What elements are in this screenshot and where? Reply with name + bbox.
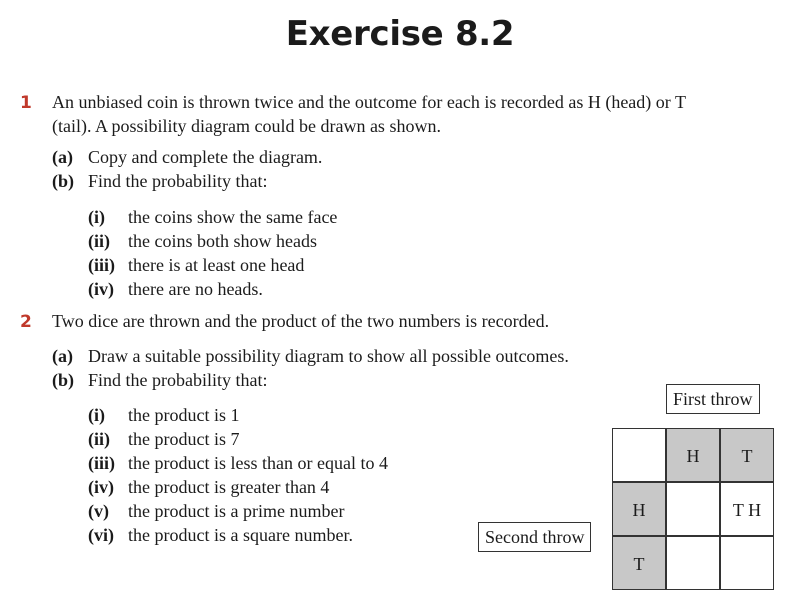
q2-sub-ii-text: the product is 7 xyxy=(128,429,240,449)
q2-sub-v-label: (v) xyxy=(88,501,109,521)
q1-sub-i-text: the coins show the same face xyxy=(128,207,338,227)
diagram-cell-ht xyxy=(666,536,720,590)
q2-sub-i-text: the product is 1 xyxy=(128,405,240,425)
q2-sub-iii-label: (iii) xyxy=(88,453,115,473)
diagram-row-t: T xyxy=(612,536,666,590)
q1-part-a-text: Copy and complete the diagram. xyxy=(88,147,323,167)
diagram-header-h: H xyxy=(666,428,720,482)
q1-sub-ii-text: the coins both show heads xyxy=(128,231,317,251)
q2-sub-iv-label: (iv) xyxy=(88,477,114,497)
second-throw-label: Second throw xyxy=(478,522,591,552)
q1-part-a-label: (a) xyxy=(52,147,73,167)
diagram-header-t: T xyxy=(720,428,774,482)
diagram-cell-hh xyxy=(666,482,720,536)
q1-part-b-label: (b) xyxy=(52,171,74,191)
q2-part-b-label: (b) xyxy=(52,370,74,390)
question-2-number: 2 xyxy=(20,312,32,332)
q1-line-2: (tail). A possibility diagram could be drawn as shown. xyxy=(52,116,441,136)
question-1-number: 1 xyxy=(20,93,32,113)
q2-sub-iii-text: the product is less than or equal to 4 xyxy=(128,453,388,473)
q1-sub-ii-label: (ii) xyxy=(88,231,110,251)
diagram-cell-tt xyxy=(720,536,774,590)
q2-part-a-text: Draw a suitable possibility diagram to show all possible outcomes. xyxy=(88,346,569,366)
q1-line-1: An unbiased coin is thrown twice and the outcome for each is recorded as H (head) or T xyxy=(52,92,686,112)
diagram-cell-corner xyxy=(612,428,666,482)
q1-sub-iv-label: (iv) xyxy=(88,279,114,299)
first-throw-label: First throw xyxy=(666,384,760,414)
q2-part-b-text: Find the probability that: xyxy=(88,370,268,390)
q2-sub-i-label: (i) xyxy=(88,405,105,425)
q1-sub-iv-text: there are no heads. xyxy=(128,279,263,299)
q2-sub-vi-label: (vi) xyxy=(88,525,114,545)
q2-sub-ii-label: (ii) xyxy=(88,429,110,449)
exercise-title: Exercise 8.2 xyxy=(285,14,515,54)
q1-sub-i-label: (i) xyxy=(88,207,105,227)
q2-line-1: Two dice are thrown and the product of the two numbers is recorded. xyxy=(52,311,550,331)
q1-sub-iii-text: there is at least one head xyxy=(128,255,305,275)
q2-sub-iv-text: the product is greater than 4 xyxy=(128,477,330,497)
q2-sub-vi-text: the product is a square number. xyxy=(128,525,353,545)
q1-sub-iii-label: (iii) xyxy=(88,255,115,275)
q2-part-a-label: (a) xyxy=(52,346,73,366)
q2-sub-v-text: the product is a prime number xyxy=(128,501,345,521)
q1-part-b-text: Find the probability that: xyxy=(88,171,268,191)
diagram-row-h: H xyxy=(612,482,666,536)
diagram-cell-th: T H xyxy=(720,482,774,536)
